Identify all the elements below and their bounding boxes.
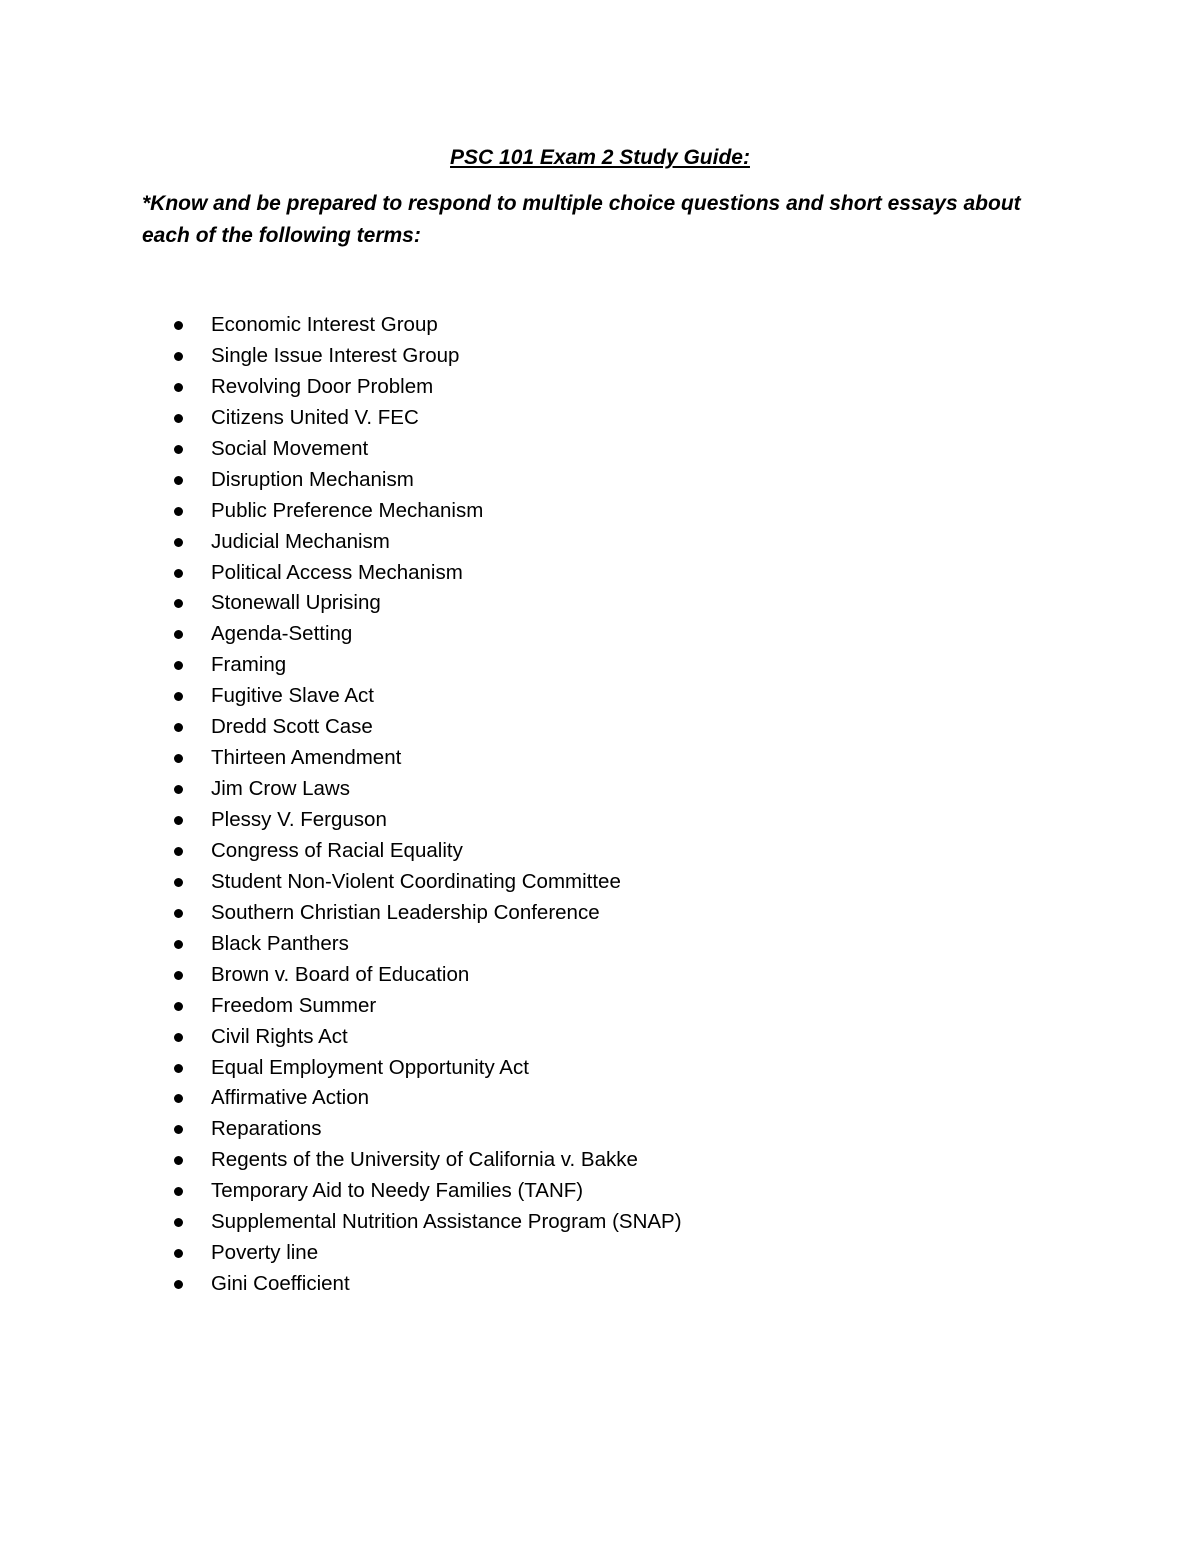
list-item	[0, 898, 1200, 929]
bullet-icon	[174, 630, 183, 639]
list-item	[0, 836, 1200, 867]
list-item	[0, 991, 1200, 1022]
bullet-icon	[174, 321, 183, 330]
term-text: Economic Interest Group	[211, 313, 438, 336]
bullet-icon	[174, 1218, 183, 1227]
term-text: Southern Christian Leadership Conference	[211, 900, 600, 924]
term-text: Brown v. Board of Education	[211, 962, 470, 986]
list-item	[0, 341, 1200, 372]
term-text: Reparations	[211, 1117, 322, 1141]
term-text: Freedom Summer	[211, 993, 377, 1017]
bullet-icon	[174, 414, 183, 423]
bullet-icon	[174, 569, 183, 578]
list-item	[0, 496, 1200, 527]
term-text: Social Movement	[211, 436, 369, 460]
term-text: Temporary Aid to Needy Families (TANF)	[211, 1179, 584, 1203]
bullet-icon	[174, 352, 183, 361]
list-item	[0, 1238, 1200, 1269]
bullet-icon	[174, 909, 183, 918]
bullet-icon	[174, 816, 183, 825]
bullet-icon	[174, 1187, 183, 1196]
list-item	[0, 867, 1200, 898]
bullet-icon	[174, 1064, 183, 1073]
bullet-icon	[174, 507, 183, 516]
bullet-icon	[174, 971, 183, 980]
bullet-icon	[174, 445, 183, 454]
term-text: Equal Employment Opportunity Act	[211, 1055, 529, 1079]
bullet-icon	[174, 476, 183, 485]
bullet-icon	[174, 599, 183, 608]
terms-list	[0, 310, 1200, 1300]
term-text: Poverty line	[211, 1241, 319, 1265]
term-text: Fugitive Slave Act	[211, 684, 374, 708]
list-item	[0, 650, 1200, 681]
list-item	[0, 1176, 1200, 1207]
list-item	[0, 1022, 1200, 1053]
list-item	[0, 372, 1200, 403]
term-text: Disruption Mechanism	[211, 467, 414, 491]
term-text: Citizens United V. FEC	[211, 405, 419, 429]
term-text: Supplemental Nutrition Assistance Program (SNAP)	[211, 1210, 682, 1234]
term-text: Framing	[211, 653, 287, 677]
bullet-icon	[174, 1249, 183, 1258]
document-title: PSC 101 Exam 2 Study Guide:	[450, 146, 750, 169]
term-text: Gini Coefficient	[211, 1272, 350, 1296]
bullet-icon	[174, 1156, 183, 1165]
list-item	[0, 619, 1200, 650]
bullet-icon	[174, 723, 183, 732]
term-text: Congress of Racial Equality	[211, 838, 463, 862]
list-item	[0, 558, 1200, 589]
term-text: Regents of the University of California v. Bakke	[211, 1148, 638, 1172]
list-item	[0, 434, 1200, 465]
bullet-icon	[174, 1002, 183, 1011]
term-text: Jim Crow Laws	[211, 777, 350, 801]
list-item	[0, 403, 1200, 434]
list-item	[0, 681, 1200, 712]
bullet-icon	[174, 1125, 183, 1134]
list-item	[0, 1269, 1200, 1300]
bullet-icon	[174, 754, 183, 763]
list-item	[0, 465, 1200, 496]
term-text: Judicial Mechanism	[211, 529, 390, 553]
term-text: Thirteen Amendment	[211, 746, 402, 770]
list-item	[0, 960, 1200, 991]
bullet-icon	[174, 661, 183, 670]
list-item	[0, 310, 1200, 341]
term-text: Revolving Door Problem	[211, 374, 434, 398]
list-item	[0, 1053, 1200, 1084]
bullet-icon	[174, 1280, 183, 1289]
bullet-icon	[174, 383, 183, 392]
term-text: Dredd Scott Case	[211, 715, 373, 739]
bullet-icon	[174, 940, 183, 949]
term-text: Affirmative Action	[211, 1086, 369, 1110]
list-item	[0, 527, 1200, 558]
list-item	[0, 774, 1200, 805]
term-text: Civil Rights Act	[211, 1024, 348, 1048]
bullet-icon	[174, 847, 183, 856]
term-text: Public Preference Mechanism	[211, 498, 484, 522]
list-item	[0, 588, 1200, 619]
instructions-text: *Know and be prepared to respond to multiple choice questions and short essays about each of the following terms:	[142, 192, 1021, 247]
list-item	[0, 1083, 1200, 1114]
term-text: Single Issue Interest Group	[211, 343, 460, 367]
list-item	[0, 805, 1200, 836]
list-item	[0, 743, 1200, 774]
bullet-icon	[174, 538, 183, 547]
bullet-icon	[174, 692, 183, 701]
term-text: Plessy V. Ferguson	[211, 808, 387, 831]
term-text: Student Non-Violent Coordinating Committee	[211, 869, 621, 893]
list-item	[0, 712, 1200, 743]
bullet-icon	[174, 1033, 183, 1042]
list-item	[0, 1114, 1200, 1145]
list-item	[0, 1145, 1200, 1176]
bullet-icon	[174, 1094, 183, 1103]
list-item	[0, 929, 1200, 960]
bullet-icon	[174, 878, 183, 887]
bullet-icon	[174, 785, 183, 794]
term-text: Stonewall Uprising	[211, 591, 381, 615]
term-text: Black Panthers	[211, 931, 349, 955]
term-text: Agenda-Setting	[211, 622, 353, 646]
list-item	[0, 1207, 1200, 1238]
term-text: Political Access Mechanism	[211, 560, 463, 584]
